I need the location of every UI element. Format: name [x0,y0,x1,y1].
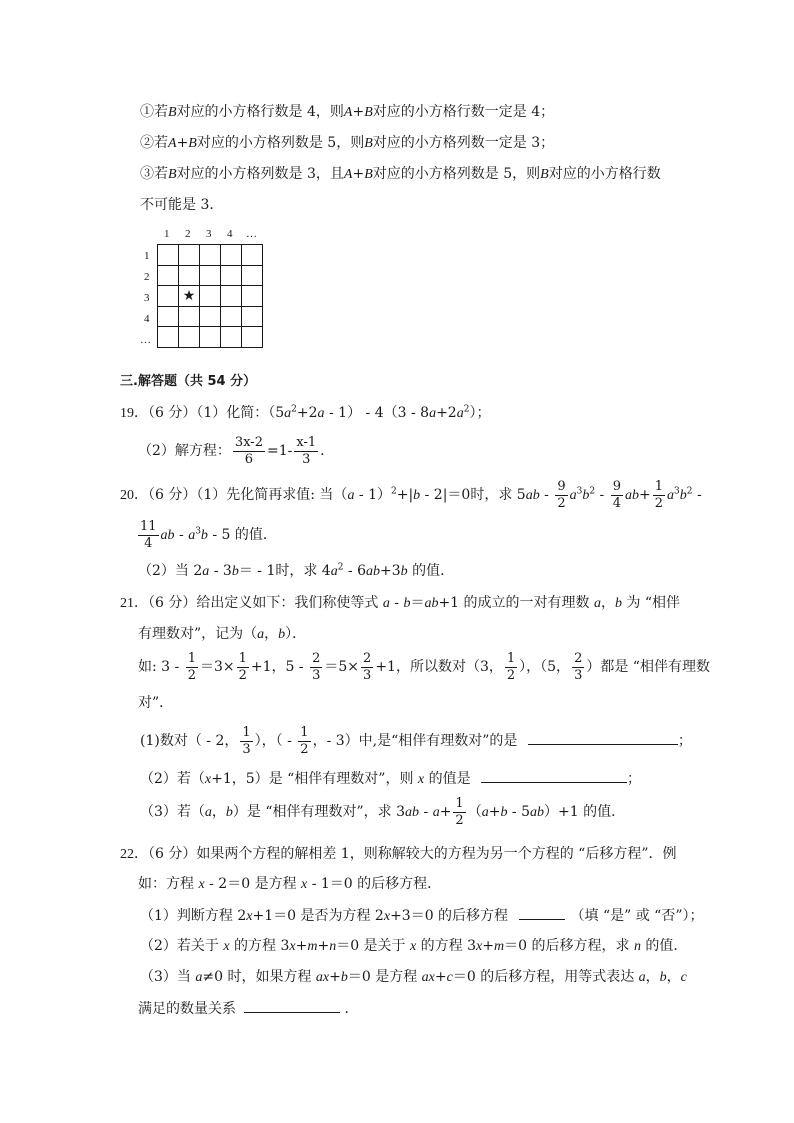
statement-1: ①若B对应的小方格行数是 4，则A+B对应的小方格行数一定是 4； [140,104,555,120]
question-22-part3-cont: 满足的数量关系 ． [138,998,358,1019]
section-title: 三.解答题（共 54 分） [120,374,257,389]
fraction: $\frac{1}{3}$ [242,724,251,757]
grid-figure [140,228,270,358]
question-22-part2: （2）若关于 x 的方程 3x+m+n＝0 是关于 x 的方程 3x+m＝0 的后移方程，求 n 的值． [140,938,688,954]
star-icon: ★ [179,286,200,307]
col-header: 3 [206,228,212,240]
col-header: … [246,228,257,240]
fraction: $\frac{9}{2}$ [557,478,566,511]
fraction: $\frac{1}{2}$ [300,724,309,757]
fraction: $\frac{2}{3}$ [363,650,372,683]
question-21-part2: （2）若（x+1，5）是 “相伴有理数对”，则 x 的值是 ； [140,768,641,790]
fraction: $\frac{2}{3}$ [574,650,583,683]
fraction: $\frac{x-1}{3}$ [296,434,317,467]
answer-blank[interactable] [481,768,627,783]
fraction: $\frac{1}{2}$ [506,650,516,683]
statement-2: ②若A+B对应的小方格列数是 5，则B对应的小方格列数一定是 3； [140,135,555,151]
question-21-part1: (1)数对（ - 2， $\frac{1}{3}$ ），（ - $\frac{1}{2}$ ，- 3）中,是“相伴有理数对”的是 ； [140,724,692,757]
answer-blank[interactable] [244,998,340,1013]
statement-3: ③若B对应的小方格列数是 3，且A+B对应的小方格列数是 5，则B对应的小方格行数 [140,166,661,182]
question-20-part2: （2）当 2a - 3b＝ - 1时，求 $4a^2 - 6ab+3b$ 的值． [138,562,455,579]
question-21-line2: 有理数对”，记为（a，b）． [138,626,307,642]
row-header: … [140,334,151,346]
question-21-part3: （3）若（a，b）是 “相伴有理数对”，求 3ab - a+ $\frac{1}{2}$ （a+b - 5ab）+1 的值． [140,795,626,828]
col-header: 1 [164,228,170,240]
question-22-line1: 22．（6 分）如果两个方程的解相差 1，则称解较大的方程为另一个方程的 “后移方程”．例 [120,846,677,862]
question-22-line2: 如：方程 x - 2＝0 是方程 x - 1＝0 的后移方程． [138,876,442,892]
question-20-line2: $\frac{11}{4}$ ab - $a^3b - 5$ 的值． [140,518,277,551]
statement-3-cont: 不可能是 3． [140,197,224,213]
fraction: $\frac{9}{4}$ [612,478,622,511]
answer-blank[interactable] [519,905,565,920]
question-21-line1: 21．（6 分）给出定义如下：我们称使等式 a - b＝ab+1 的成立的一对有理数 a，b 为 “相伴 [120,595,681,611]
fraction: $\frac{1}{2}$ [187,650,196,683]
row-header: 4 [144,313,150,325]
fraction: $\frac{1}{2}$ [238,650,247,683]
row-header: 2 [144,271,150,283]
fraction: $\frac{2}{3}$ [312,650,321,683]
grid-table [157,244,263,348]
question-22-part1: （1）判断方程 2x+1＝0 是否为方程 2x+3＝0 的后移方程 （填 “是” 或 “否”）； [140,905,704,927]
row-header: 1 [144,250,150,262]
answer-blank[interactable] [528,730,678,745]
fraction: $\frac{1}{2}$ [455,795,464,828]
question-22-part3: （3）当 a≠0 时，如果方程 ax+b＝0 是方程 ax+c＝0 的后移方程，用等式表达 a，b，c [140,969,687,985]
question-19-part1: 19．（6 分）（1）化简：$(5a^2+2a - 1) - 4(3 - 8a+2a^2)$； [120,404,491,421]
col-header: 2 [185,228,191,240]
fraction: $\frac{1}{2}$ [654,478,664,511]
col-header: 4 [227,228,233,240]
question-20-line1: 20．（6 分）（1）先化简再求值: 当（a - 1）$^2$+|b - 2|＝0时，求 5ab - $\frac{9}{2}$ $a^3b^2$ - $\frac{9}{4}$ ab+ $\frac{1}{2}$ $a^3b^2$ - [120,478,702,511]
fraction: $\frac{3x-2}{6}$ [234,434,263,467]
fraction: $\frac{11}{4}$ [140,518,157,551]
row-header: 3 [144,292,150,304]
question-19-part2: （2）解方程： $\frac{3x-2}{6}$ =1- $\frac{x-1}{3}$ ． [138,434,335,467]
question-21-example: 如: 3 - $\frac{1}{2}$ ＝3× $\frac{1}{2}$ +1，5 - $\frac{2}{3}$ ＝5× $\frac{2}{3}$ +1，所以数对（3， $\frac{1}{2}$ ），（5， $\frac{2}{3}$ ）都是 “相伴有理数 [138,650,710,683]
question-21-example-end: 对”． [138,695,174,711]
